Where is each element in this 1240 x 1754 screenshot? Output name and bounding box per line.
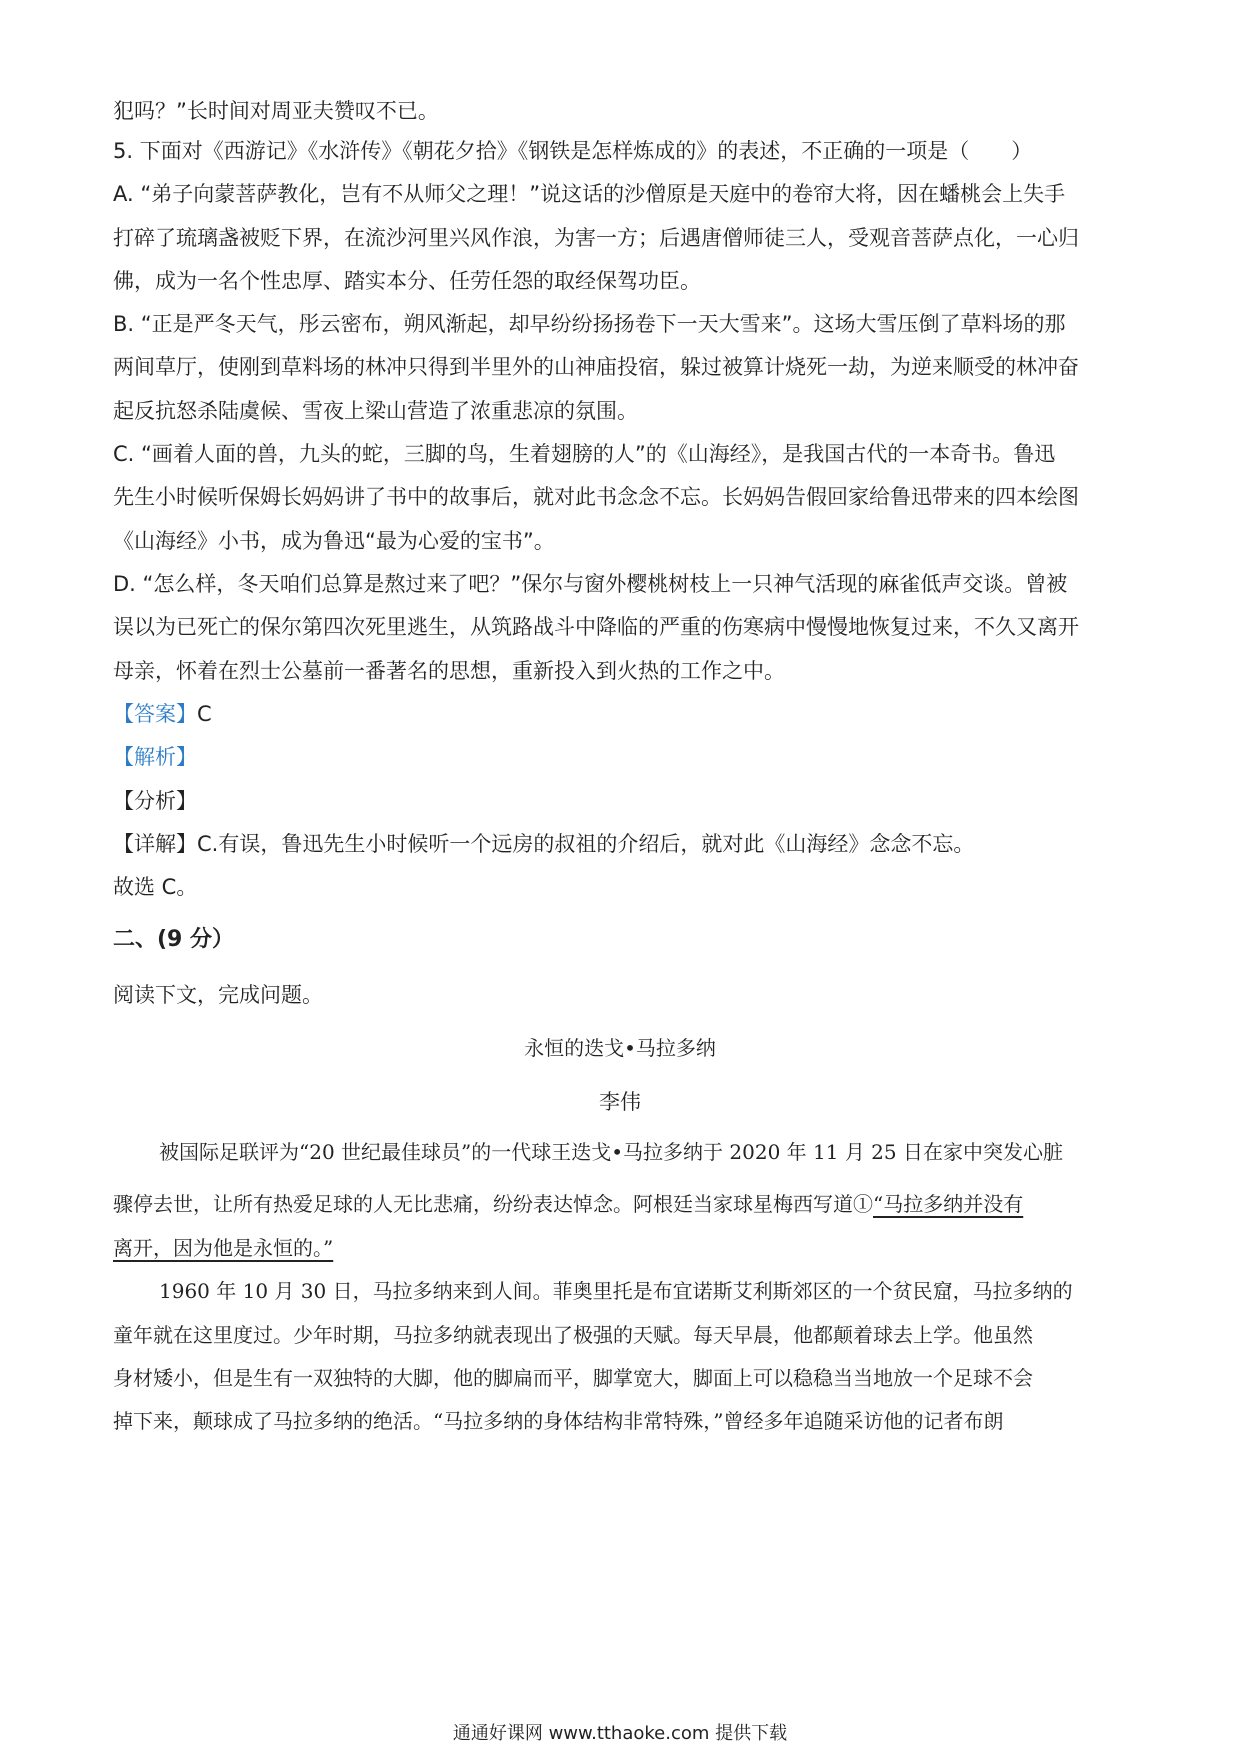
q5-option-d-line-3: 母亲，怀着在烈士公墓前一番著名的思想，重新投入到火热的工作之中。 [113,659,785,683]
q4-tail-text: 犯吗？”长时间对周亚夫赞叹不已。 [113,99,439,123]
article-title: 永恒的迭戈•马拉多纳 [524,1036,716,1060]
article-author: 李伟 [599,1090,641,1114]
q5-option-c-line-2: 先生小时候听保姆长妈妈讲了书中的故事后，就对此书念念不忘。长妈妈告假回家给鲁迅带来的四本绘图 [113,485,1079,509]
choose-answer: 故选 C。 [113,875,198,899]
answer-row [113,699,1130,729]
underlined-sentence-1-part-1: “马拉多纳并没有 [873,1192,1024,1216]
q5-option-b-line-1: B. “正是严冬天气，彤云密布，朔风渐起，却早纷纷扬扬卷下一天大雪来”。这场大雪压倒了草料场的那 [113,312,1066,336]
q5-option-d-line-2: 误以为已死亡的保尔第四次死里逃生，从筑路战斗中降临的严重的伤寒病中慢慢地恢复过来，不久又离开 [113,615,1079,639]
q5-option-c-line-3: 《山海经》小书，成为鲁迅“最为心爱的宝书”。 [113,529,555,553]
xiangjie-label: 【详解】 [113,832,197,856]
paragraph-1-line-1: 被国际足联评为“20 世纪最佳球员”的一代球王迭戈•马拉多纳于 2020 年 11 月 25 日在家中突发心脏 [159,1140,1063,1164]
paragraph-2-line-1: 1960 年 10 月 30 日，马拉多纳来到人间。菲奥里托是布宜诺斯艾利斯郊区的一个贫民窟，马拉多纳的 [159,1279,1073,1303]
q5-option-b-line-2: 两间草厅，使刚到草料场的林冲只得到半里外的山神庙投宿，躲过被算计烧死一劫，为逆来顺受的林冲奋 [113,355,1079,379]
xiangjie-text: C.有误，鲁迅先生小时候听一个远房的叔祖的介绍后，就对此《山海经》念念不忘。 [197,832,975,856]
q5-stem: 5. 下面对《西游记》《水浒传》《朝花夕拾》《钢铁是怎样炼成的》的表述，不正确的一项是（ ） [113,139,1033,163]
jiexi-label: 【解析】 [113,745,197,769]
q5-option-b-line-3: 起反抗怒杀陆虞候、雪夜上梁山营造了浓重悲凉的氛围。 [113,399,638,423]
xiangjie-row [113,829,1130,859]
section-heading: 二、(9 分） [113,927,235,952]
page-footer: 通通好课网 www.tthaoke.com 提供下载 [452,1723,788,1744]
paragraph-2-line-2: 童年就在这里度过。少年时期，马拉多纳就表现出了极强的天赋。每天早晨，他都颠着球去上学。他虽然 [113,1323,1033,1347]
answer-label: 【答案】 [113,702,197,726]
answer-value: C [197,702,212,726]
reading-instruction: 阅读下文，完成问题。 [113,983,323,1007]
q5-option-a-line-2: 打碎了琉璃盏被贬下界，在流沙河里兴风作浪，为害一方；后遇唐僧师徒三人，受观音菩萨点化，一心归 [113,226,1079,250]
q5-option-c-line-1: C. “画着人面的兽，九头的蛇，三脚的鸟，生着翅膀的人”的《山海经》，是我国古代的一本奇书。鲁迅 [113,442,1056,466]
paragraph-1-line-2 [113,1189,1130,1219]
paragraph-1-line-2-text: 骤停去世，让所有热爱足球的人无比悲痛，纷纷表达悼念。阿根廷当家球星梅西写道① [113,1192,873,1216]
paragraph-2-line-4: 掉下来，颠球成了马拉多纳的绝活。“马拉多纳的身体结构非常特殊，”曾经多年追随采访他的记者布朗 [113,1409,1004,1433]
paragraph-2-line-3: 身材矮小，但是生有一双独特的大脚，他的脚扁而平，脚掌宽大，脚面上可以稳稳当当地放一个足球不会 [113,1366,1033,1390]
paragraph-1-line-3 [113,1233,1130,1263]
q5-option-a-line-1: A. “弟子向蒙菩萨教化，岂有不从师父之理！”说这话的沙僧原是天庭中的卷帘大将，因在蟠桃会上失手 [113,182,1066,206]
fenxi-label: 【分析】 [113,789,197,813]
underlined-sentence-1-part-2: 离开，因为他是永恒的。” [113,1236,334,1260]
q5-option-d-line-1: D. “怎么样，冬天咱们总算是熬过来了吧？”保尔与窗外樱桃树枝上一只神气活现的麻雀低声交谈。曾被 [113,572,1068,596]
q5-option-a-line-3: 佛，成为一名个性忠厚、踏实本分、任劳任怨的取经保驾功臣。 [113,269,701,293]
